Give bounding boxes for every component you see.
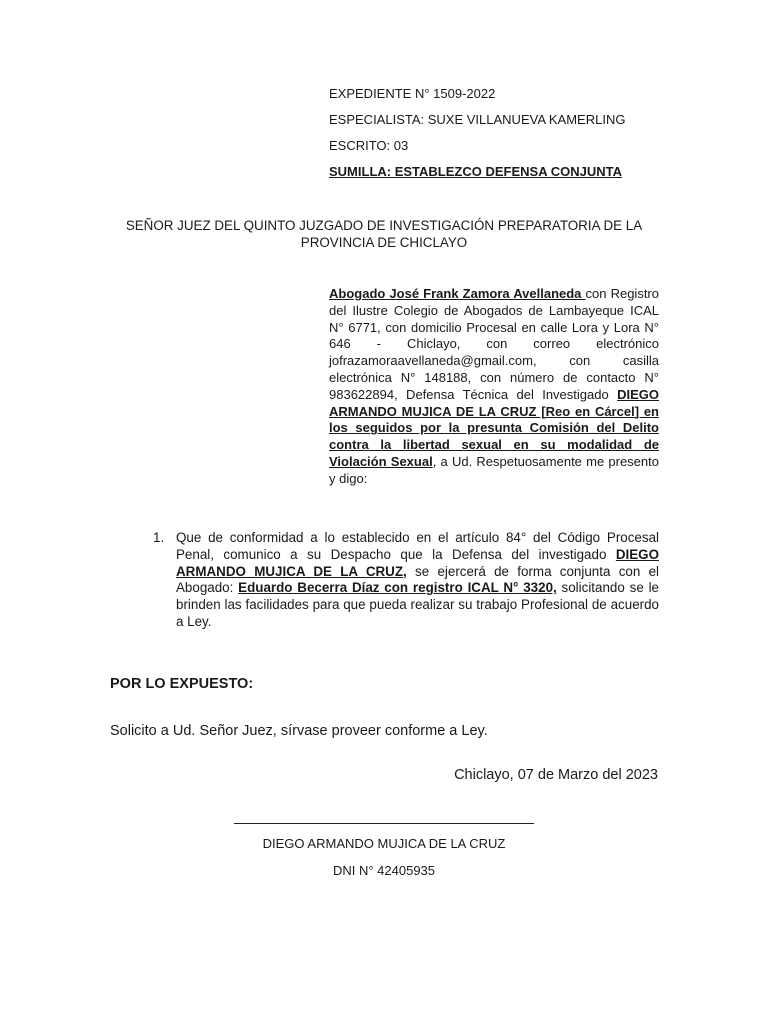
closing-heading: POR LO EXPUESTO: — [110, 676, 254, 692]
signature-line — [234, 823, 534, 824]
specialist: ESPECIALISTA: SUXE VILLANUEVA KAMERLING — [329, 112, 626, 127]
addressee: SEÑOR JUEZ DEL QUINTO JUZGADO DE INVESTIGACIÓN PREPARATORIA DE LA PROVINCIA DE CHICLAYO — [125, 218, 643, 250]
item-number: 1. — [153, 530, 165, 545]
signer-name: DIEGO ARMANDO MUJICA DE LA CRUZ — [262, 836, 506, 851]
case-number: EXPEDIENTE N° 1509-2022 — [329, 86, 496, 101]
closing-request: Solicito a Ud. Señor Juez, sírvase proveer conforme a Ley. — [110, 723, 488, 739]
defendant-case: DIEGO ARMANDO MUJICA DE LA CRUZ [Reo en Cárcel] en los seguidos por la presunta Comisión del Delito contra la libertad sexual en su modalidad de Violación Sexual — [329, 386, 659, 469]
item-text-1: Que de conformidad a lo establecido en el artículo 84° del Código Procesal Penal, comunico a su Despacho que la Defensa del investigado — [176, 530, 659, 562]
summary-title: SUMILLA: ESTABLEZCO DEFENSA CONJUNTA — [329, 164, 622, 179]
co-counsel: Eduardo Becerra Díaz con registro ICAL N° 3320, — [238, 580, 557, 596]
item-defendant: DIEGO ARMANDO MUJICA DE LA CRUZ, — [176, 546, 659, 579]
item-text — [176, 530, 659, 631]
intro-text-1: con Registro del Ilustre Colegio de Abogados de Lambayeque ICAL N° 6771, con domicilio Procesal en calle Lora y Lora N° 646 - Chiclayo, con correo electrónico jofrazamoraavellaneda@gmail.com, con casilla electrónica N° 148188, con número de contacto N° 983622894, Defensa Técnica del Investigado — [329, 286, 659, 402]
item-text-2: se ejercerá de forma conjunta con el Abogado: — [176, 563, 659, 596]
filing-number: ESCRITO: 03 — [329, 138, 409, 153]
intro-text-2: , a Ud. Respetuosamente me presento y digo: — [329, 453, 659, 486]
numbered-item-1 — [153, 530, 659, 631]
signer-dni: DNI N° 42405935 — [332, 863, 436, 878]
intro-paragraph — [329, 286, 659, 488]
lawyer-name: Abogado José Frank Zamora Avellaneda — [329, 286, 586, 301]
date-line: Chiclayo, 07 de Marzo del 2023 — [454, 767, 658, 783]
item-text-3: solicitando se le brinden las facilidades para que pueda realizar su trabajo Profesional de acuerdo a Ley. — [176, 580, 659, 629]
